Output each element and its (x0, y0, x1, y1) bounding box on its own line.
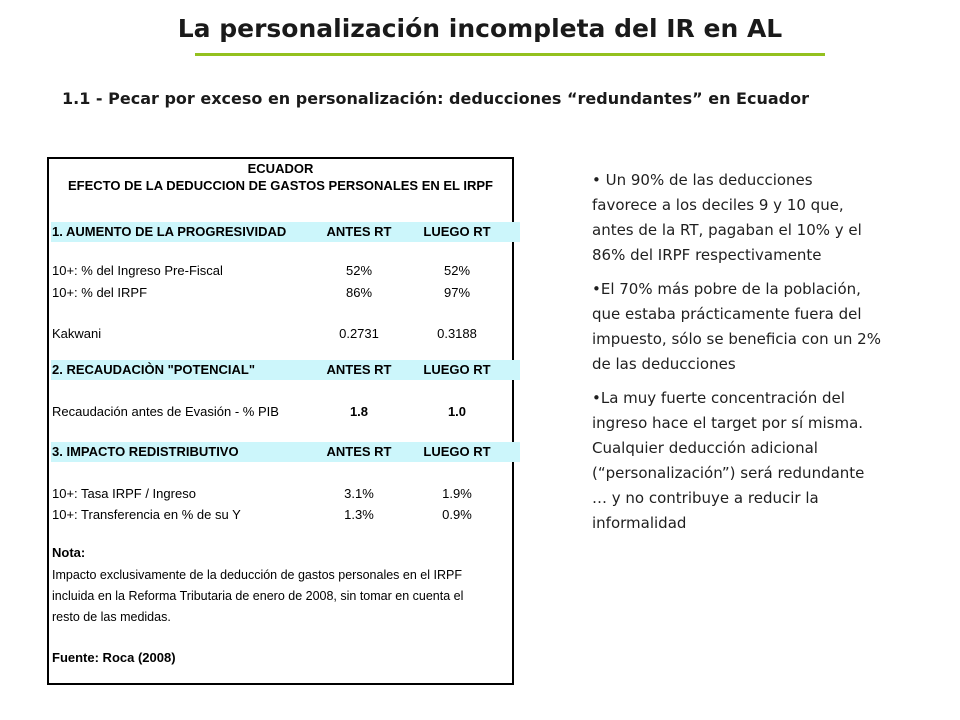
section-label-3: 3. IMPACTO REDISTRIBUTIVO (52, 444, 239, 459)
row-label: Recaudación antes de Evasión - % PIB (52, 404, 279, 419)
note-line: Impacto exclusivamente de la deducción de gastos personales en el IRPF (52, 568, 462, 582)
section-col-antes-3: ANTES RT (326, 444, 392, 459)
row-label: 10+: Transferencia en % de su Y (52, 507, 241, 522)
row-luego: 1.9% (442, 486, 472, 501)
title-underline (195, 53, 825, 56)
row-label: 10+: % del Ingreso Pre-Fiscal (52, 263, 223, 278)
bullet-item: • Un 90% de las deducciones favorece a los deciles 9 y 10 que, antes de la RT, pagaban el 10% y el 86% del IRPF respectivamente (592, 171, 862, 264)
bullet-item: •El 70% más pobre de la población, que estaba prácticamente fuera del impuesto, sólo se beneficia con un 2% de las deducciones (592, 280, 881, 373)
note-line: resto de las medidas. (52, 610, 171, 624)
table-country: ECUADOR (247, 161, 314, 176)
section-label-2: 2. RECAUDACIÒN "POTENCIAL" (52, 362, 256, 377)
row-antes: 0.2731 (339, 326, 379, 341)
table-source: Fuente: Roca (2008) (52, 650, 176, 665)
row-antes: 1.8 (349, 404, 369, 419)
row-antes: 86% (345, 285, 373, 300)
ecuador-table (47, 157, 514, 685)
section-col-antes-2: ANTES RT (326, 362, 392, 377)
row-label: Kakwani (52, 326, 102, 341)
row-label: 10+: Tasa IRPF / Ingreso (52, 486, 196, 501)
row-luego: 0.3188 (437, 326, 477, 341)
section-col-luego-2: LUEGO RT (423, 362, 491, 377)
row-luego: 0.9% (442, 507, 472, 522)
note-label: Nota: (52, 545, 86, 560)
row-luego: 1.0 (447, 404, 467, 419)
row-luego: 97% (443, 285, 471, 300)
section-col-luego-1: LUEGO RT (423, 224, 491, 239)
note-line: incluida en la Reforma Tributaria de enero de 2008, sin tomar en cuenta el (52, 589, 464, 603)
slide-subtitle: 1.1 - Pecar por exceso en personalización: deducciones “redundantes” en Ecuador (62, 89, 809, 108)
section-col-antes-1: ANTES RT (326, 224, 392, 239)
section-col-luego-3: LUEGO RT (423, 444, 491, 459)
slide-title: La personalización incompleta del IR en AL (177, 14, 783, 43)
row-luego: 52% (443, 263, 471, 278)
bullet-item: •La muy fuerte concentración del ingreso hace el target por sí misma. Cualquier deducción adicional (“personalización”) será redundante … y no contribuye a reducir la informalidad (592, 389, 865, 532)
table-title: EFECTO DE LA DEDUCCION DE GASTOS PERSONALES EN EL IRPF (68, 178, 493, 193)
row-antes: 52% (345, 263, 373, 278)
bullet-list (592, 168, 882, 545)
row-label: 10+: % del IRPF (52, 285, 148, 300)
row-antes: 1.3% (344, 507, 374, 522)
row-antes: 3.1% (344, 486, 374, 501)
section-label-1: 1. AUMENTO DE LA PROGRESIVIDAD (52, 224, 287, 239)
